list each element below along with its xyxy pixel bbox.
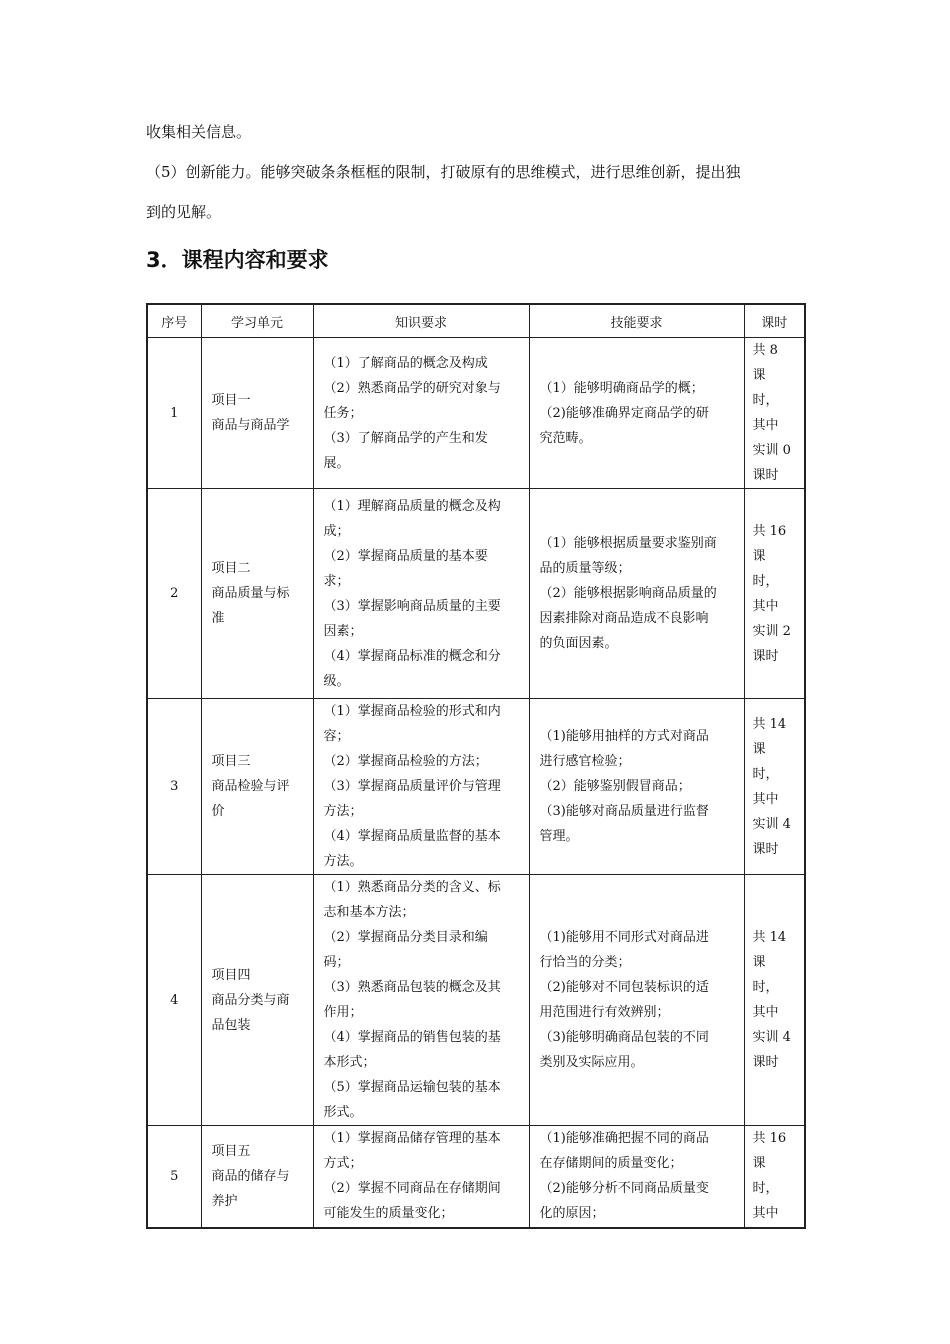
cell-line: 形式。 (323, 1105, 363, 1120)
cell-skills (529, 699, 744, 875)
header-hours: 课时 (744, 304, 805, 338)
cell-line: 因素； (323, 623, 363, 639)
cell-line: 实训 4 (752, 816, 791, 832)
cell-line: 其中 (752, 791, 779, 807)
paragraph-line: （5）创新能力。能够突破条条框框的限制，打破原有的思维模式，进行思维创新，提出独 (146, 163, 741, 181)
cell-line: （4）掌握商品质量监督的基本 (323, 829, 501, 844)
header-skills: 技能要求 (529, 304, 744, 338)
header-knowledge: 知识要求 (313, 304, 529, 338)
cell-line: 时， (752, 980, 779, 995)
cell-knowledge (313, 875, 529, 1126)
cell-line: 方法； (323, 804, 363, 819)
cell-knowledge (313, 338, 529, 489)
cell-line: （2）掌握不同商品在存储期间 (323, 1181, 501, 1197)
cell-line: 化的原因； (539, 1206, 605, 1222)
table-row (147, 1126, 805, 1228)
cell-hours (744, 338, 805, 489)
cell-line: （2）掌握商品质量的基本要 (323, 548, 488, 564)
cell-line: （2）掌握商品检验的方法； (323, 754, 488, 769)
cell-line: 准 (211, 611, 225, 626)
cell-line: （1)能够用抽样的方式对商品 (539, 729, 709, 744)
cell-skills (529, 1126, 744, 1228)
cell-line: 共 14 (752, 716, 787, 732)
cell-line: 价 (211, 804, 225, 819)
cell-line: 其中 (752, 418, 779, 433)
table-header-row (147, 304, 805, 338)
cell-line: 管理。 (539, 829, 579, 844)
cell-line: 课 (752, 548, 766, 564)
cell-line: （1）掌握商品储存管理的基本 (323, 1131, 501, 1147)
cell-line: 课 (752, 368, 766, 383)
header-no: 序号 (147, 304, 201, 338)
cell-line: 行恰当的分类； (539, 955, 631, 970)
cell-line: （1）掌握商品检验的形式和内 (323, 704, 501, 719)
cell-line: 品的质量等级； (539, 561, 631, 576)
cell-line: （3）熟悉商品包装的概念及其 (323, 980, 501, 995)
cell-line: 课时 (752, 1055, 779, 1070)
cell-line: 类别及实际应用。 (539, 1055, 644, 1070)
cell-skills (529, 489, 744, 699)
cell-line: （1）了解商品的概念及构成 (323, 355, 488, 371)
cell-line: 共 14 (752, 930, 787, 945)
cell-line: 商品质量与标 (211, 586, 290, 601)
cell-line: 项目一 (211, 393, 251, 408)
cell-line: （1）能够根据质量要求鉴别商 (539, 536, 717, 551)
cell-line: 商品分类与商 (211, 992, 290, 1008)
cell-line: 进行感官检验； (539, 754, 631, 769)
cell-no: 5 (147, 1126, 201, 1228)
cell-line: （1）理解商品质量的概念及构 (323, 498, 501, 514)
cell-line: 任务； (323, 405, 363, 421)
cell-unit (201, 489, 313, 699)
cell-line: 成； (323, 523, 350, 539)
cell-line: （3)能够明确商品包装的不同 (539, 1030, 709, 1045)
cell-line: （1)能够准确把握不同的商品 (539, 1131, 709, 1147)
cell-line: （2）掌握商品分类目录和编 (323, 930, 488, 945)
cell-line: 共 16 (752, 1131, 787, 1147)
cell-line: 本形式； (323, 1055, 376, 1070)
course-content-table (146, 303, 806, 1229)
cell-line: 课时 (752, 841, 779, 857)
paragraph-continuation: 收集相关信息。 (146, 123, 252, 141)
cell-line: 商品检验与评 (211, 779, 290, 794)
cell-line: 项目五 (211, 1143, 251, 1159)
cell-line: （2)能够准确界定商品学的研 (539, 405, 709, 421)
cell-line: 项目四 (211, 967, 251, 983)
cell-line: （5）掌握商品运输包装的基本 (323, 1080, 501, 1095)
cell-line: 课 (752, 955, 766, 970)
cell-line: 项目三 (211, 754, 251, 769)
cell-line: 项目二 (211, 561, 251, 576)
cell-knowledge (313, 699, 529, 875)
cell-line: （1)能够用不同形式对商品进 (539, 930, 709, 945)
cell-line: 课时 (752, 648, 779, 664)
cell-no: 2 (147, 489, 201, 699)
cell-line: 实训 2 (752, 623, 791, 639)
cell-line: 级。 (323, 673, 350, 689)
cell-unit (201, 338, 313, 489)
cell-line: 其中 (752, 1005, 779, 1020)
cell-line: （1）熟悉商品分类的含义、标 (323, 880, 501, 895)
cell-line: 课 (752, 1156, 766, 1172)
cell-line: 因素排除对商品造成不良影响 (539, 611, 709, 626)
cell-line: 实训 4 (752, 1030, 791, 1045)
cell-line: 时， (752, 393, 779, 408)
cell-line: 志和基本方法； (323, 905, 415, 920)
cell-hours (744, 489, 805, 699)
cell-line: （2）熟悉商品学的研究对象与 (323, 380, 501, 396)
cell-line: （3）掌握商品质量评价与管理 (323, 779, 501, 794)
cell-line: 方式； (323, 1156, 363, 1172)
cell-line: 实训 0 (752, 443, 791, 458)
cell-hours (744, 699, 805, 875)
cell-line: 作用； (323, 1005, 363, 1020)
cell-line: 共 16 (752, 523, 787, 539)
table-row (147, 699, 805, 875)
paragraph-innovation (146, 152, 806, 232)
cell-unit (201, 699, 313, 875)
cell-line: （2)能够对不同包装标识的适 (539, 980, 709, 995)
table-row (147, 875, 805, 1126)
cell-line: 方法。 (323, 854, 363, 869)
cell-unit (201, 875, 313, 1126)
cell-line: （4）掌握商品标准的概念和分 (323, 648, 501, 664)
cell-line: 时， (752, 766, 779, 782)
cell-line: 其中 (752, 1206, 779, 1222)
cell-line: 在存储期间的质量变化； (539, 1156, 683, 1172)
cell-line: 其中 (752, 598, 779, 614)
cell-knowledge (313, 489, 529, 699)
cell-line: 时， (752, 573, 779, 589)
cell-line: （1）能够明确商品学的概； (539, 380, 704, 396)
cell-line: 用范围进行有效辨别； (539, 1005, 670, 1020)
cell-line: （4）掌握商品的销售包装的基 (323, 1030, 501, 1045)
cell-line: 求； (323, 573, 350, 589)
cell-line: （2)能够分析不同商品质量变 (539, 1181, 709, 1197)
cell-line: 课时 (752, 468, 779, 483)
cell-line: （3)能够对商品质量进行监督 (539, 804, 709, 819)
cell-line: 展。 (323, 455, 350, 471)
cell-line: 商品的储存与 (211, 1168, 290, 1184)
cell-line: 容； (323, 729, 350, 744)
cell-line: 可能发生的质量变化； (323, 1206, 454, 1222)
paragraph-line: 到的见解。 (146, 203, 222, 221)
cell-line: 课 (752, 741, 766, 757)
cell-line: （2）能够根据影响商品质量的 (539, 586, 717, 601)
cell-line: 时， (752, 1181, 779, 1197)
cell-hours (744, 1126, 805, 1228)
cell-skills (529, 338, 744, 489)
cell-line: 商品与商品学 (211, 418, 290, 433)
cell-line: 品包装 (211, 1017, 251, 1033)
cell-line: 码； (323, 955, 350, 970)
table-row (147, 338, 805, 489)
section-title: 3．课程内容和要求 (146, 248, 329, 272)
cell-unit (201, 1126, 313, 1228)
table-row (147, 489, 805, 699)
cell-no: 1 (147, 338, 201, 489)
cell-line: （3）了解商品学的产生和发 (323, 430, 488, 446)
cell-line: 共 8 (752, 343, 778, 358)
cell-line: 养护 (211, 1193, 238, 1209)
cell-knowledge (313, 1126, 529, 1228)
cell-hours (744, 875, 805, 1126)
cell-line: 究范畴。 (539, 430, 592, 446)
cell-line: （3）掌握影响商品质量的主要 (323, 598, 501, 614)
header-unit: 学习单元 (201, 304, 313, 338)
cell-line: 的负面因素。 (539, 636, 618, 651)
cell-no: 4 (147, 875, 201, 1126)
cell-no: 3 (147, 699, 201, 875)
cell-line: （2）能够鉴别假冒商品； (539, 779, 691, 794)
cell-skills (529, 875, 744, 1126)
